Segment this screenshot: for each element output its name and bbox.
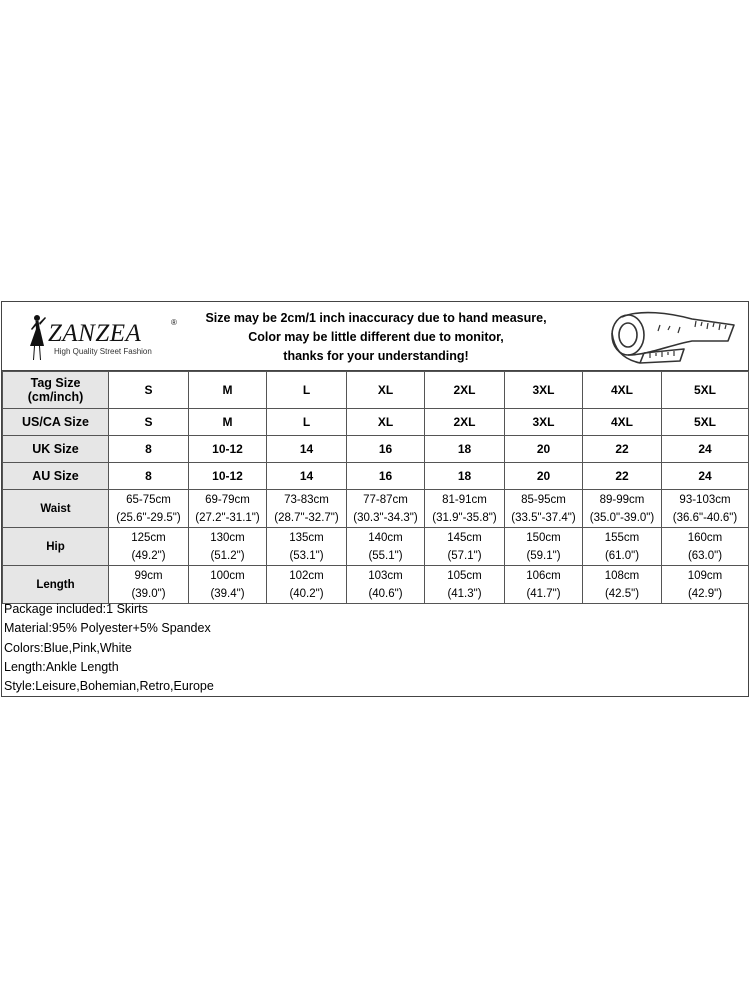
size-cell: 8: [109, 463, 189, 490]
size-cell: 2XL: [425, 409, 505, 436]
measurement-cell: [662, 566, 749, 604]
size-cell: S: [109, 372, 189, 409]
inch-value: (25.6"-29.5"): [116, 511, 181, 524]
cm-value: 130cm: [210, 531, 245, 544]
size-cell: 24: [662, 463, 749, 490]
measurement-cell: [505, 566, 583, 604]
cm-value: 102cm: [289, 569, 324, 582]
inch-value: (41.7"): [526, 587, 561, 600]
inch-value: (41.3"): [447, 587, 482, 600]
inch-value: (31.9"-35.8"): [432, 511, 497, 524]
brand-name: ZANZEA: [48, 320, 142, 347]
cm-value: 77-87cm: [363, 493, 408, 506]
measurement-cell: [267, 490, 347, 528]
measurement-cell: [347, 566, 425, 604]
cm-value: 140cm: [368, 531, 403, 544]
product-details: [4, 600, 214, 696]
size-cell: 3XL: [505, 372, 583, 409]
cm-value: 89-99cm: [599, 493, 645, 506]
inch-value: (49.2"): [131, 549, 166, 562]
inch-value: (39.0"): [131, 587, 166, 600]
measurement-cell: [189, 528, 267, 566]
chart-header: [2, 302, 748, 371]
inch-value: (61.0"): [604, 549, 640, 562]
measurement-cell: [583, 490, 662, 528]
size-cell: 3XL: [505, 409, 583, 436]
tag-size-label: Tag Size: [30, 376, 81, 390]
cm-value: 81-91cm: [442, 493, 487, 506]
measurement-cell: [662, 490, 749, 528]
cm-value: 100cm: [210, 569, 245, 582]
inch-value: (35.0"-39.0"): [589, 511, 655, 524]
size-cell: 5XL: [662, 372, 749, 409]
size-cell: 20: [505, 463, 583, 490]
size-cell: 2XL: [425, 372, 505, 409]
size-cell: 4XL: [583, 372, 662, 409]
zanzea-logo: [24, 308, 184, 366]
size-cell: 22: [583, 436, 662, 463]
tag-size-header: [3, 372, 109, 409]
size-cell: 14: [267, 463, 347, 490]
cm-value: 93-103cm: [679, 493, 731, 506]
inch-value: (42.5"): [604, 587, 640, 600]
cm-value: 145cm: [447, 531, 482, 544]
length-row: [3, 566, 749, 604]
detail-package: Package included:1 Skirts: [4, 602, 148, 616]
measurement-cell: [505, 528, 583, 566]
us-ca-size-row: [3, 409, 749, 436]
size-cell: 16: [347, 436, 425, 463]
measurement-cell: [267, 566, 347, 604]
cm-value: 125cm: [131, 531, 166, 544]
cm-value: 73-83cm: [284, 493, 329, 506]
measurement-cell: [109, 566, 189, 604]
inch-value: (51.2"): [210, 549, 245, 562]
notice-line: thanks for your understanding!: [283, 349, 469, 363]
inch-value: (42.9"): [687, 587, 723, 600]
cm-value: 65-75cm: [126, 493, 171, 506]
measurement-cell: [583, 528, 662, 566]
row-label: US/CA Size: [3, 409, 109, 436]
inch-value: (28.7"-32.7"): [274, 511, 339, 524]
cm-value: 106cm: [526, 569, 561, 582]
detail-style: Style:Leisure,Bohemian,Retro,Europe: [4, 679, 214, 694]
inch-value: (40.6"): [368, 587, 403, 600]
measurement-cell: [189, 566, 267, 604]
cm-value: 109cm: [687, 569, 723, 582]
detail-length: Length:Ankle Length: [4, 659, 119, 674]
size-cell: M: [189, 409, 267, 436]
hip-row: [3, 528, 749, 566]
size-cell: 18: [425, 436, 505, 463]
measurement-cell: [347, 528, 425, 566]
measurement-cell: [267, 528, 347, 566]
measurement-cell: [425, 528, 505, 566]
size-cell: XL: [347, 372, 425, 409]
row-label: Hip: [3, 528, 109, 566]
inch-value: (57.1"): [447, 549, 482, 562]
detail-material: Material:95% Polyester+5% Spandex: [4, 621, 211, 636]
size-cell: 14: [267, 436, 347, 463]
inch-value: (59.1"): [526, 549, 561, 562]
measurement-cell: [425, 566, 505, 604]
uk-size-row: [3, 436, 749, 463]
size-cell: 24: [662, 436, 749, 463]
measurement-cell: [425, 490, 505, 528]
row-label: UK Size: [3, 436, 109, 463]
cm-value: 135cm: [289, 531, 324, 544]
size-cell: L: [267, 409, 347, 436]
cm-value: 85-95cm: [521, 493, 566, 506]
size-chart: [1, 301, 749, 697]
size-cell: 16: [347, 463, 425, 490]
measurement-cell: [505, 490, 583, 528]
inch-value: (40.2"): [289, 587, 324, 600]
detail-colors: Colors:Blue,Pink,White: [4, 640, 132, 655]
inch-value: (63.0"): [687, 549, 723, 562]
tag-size-row: [3, 372, 749, 409]
measurement-cell: [109, 490, 189, 528]
size-cell: S: [109, 409, 189, 436]
inch-value: (53.1"): [289, 549, 324, 562]
size-cell: 10-12: [189, 463, 267, 490]
size-cell: 22: [583, 463, 662, 490]
measurement-notice: [182, 309, 570, 366]
measuring-tape-icon: [600, 305, 736, 368]
notice-line: Size may be 2cm/1 inch inaccuracy due to hand measure,: [205, 311, 547, 325]
size-table: [2, 371, 749, 604]
au-size-row: [3, 463, 749, 490]
cm-value: 155cm: [604, 531, 640, 544]
size-cell: 20: [505, 436, 583, 463]
cm-value: 103cm: [368, 569, 403, 582]
measurement-cell: [583, 566, 662, 604]
brand-tagline: High Quality Street Fashion: [54, 347, 152, 356]
size-cell: 18: [425, 463, 505, 490]
size-cell: 4XL: [583, 409, 662, 436]
size-cell: 10-12: [189, 436, 267, 463]
inch-value: (33.5"-37.4"): [511, 511, 576, 524]
measurement-cell: [189, 490, 267, 528]
cm-value: 160cm: [687, 531, 723, 544]
size-cell: XL: [347, 409, 425, 436]
inch-value: (39.4"): [210, 587, 245, 600]
cm-value: 108cm: [604, 569, 640, 582]
size-cell: L: [267, 372, 347, 409]
measurement-cell: [662, 528, 749, 566]
inch-value: (36.6"-40.6"): [672, 511, 738, 524]
waist-row: [3, 490, 749, 528]
measurement-cell: [347, 490, 425, 528]
registered-mark: ®: [171, 318, 177, 327]
inch-value: (55.1"): [368, 549, 403, 562]
cm-value: 105cm: [447, 569, 482, 582]
inch-value: (30.3"-34.3"): [353, 511, 418, 524]
row-label: Waist: [3, 490, 109, 528]
size-cell: 5XL: [662, 409, 749, 436]
cm-value: 99cm: [134, 569, 163, 582]
row-label: AU Size: [3, 463, 109, 490]
cm-value: 69-79cm: [205, 493, 250, 506]
row-label: Length: [3, 566, 109, 604]
notice-line: Color may be little different due to monitor,: [248, 330, 504, 344]
cm-value: 150cm: [526, 531, 561, 544]
measurement-cell: [109, 528, 189, 566]
size-cell: M: [189, 372, 267, 409]
size-cell: 8: [109, 436, 189, 463]
tag-size-unit: (cm/inch): [27, 390, 84, 404]
inch-value: (27.2"-31.1"): [195, 511, 260, 524]
